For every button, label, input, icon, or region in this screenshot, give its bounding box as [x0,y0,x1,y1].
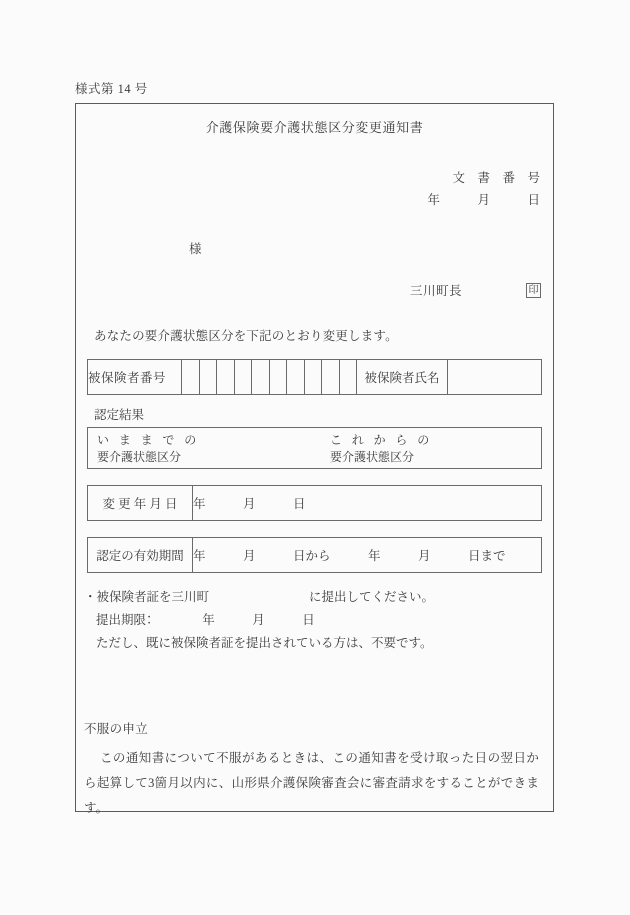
notes-line-2: 提出期限： 年 月 日 [96,613,315,627]
issuer-name: 三川町長 [409,284,462,298]
table-row [88,360,542,395]
appeal-block [76,719,553,821]
result-before [97,432,200,466]
document-title: 介護保険要介護状態区分変更通知書 [205,120,424,135]
appeal-title: 不服の申立 [84,722,149,736]
table-row [88,486,542,521]
result-after [330,432,433,466]
result-before-line1: い ま ま で の [97,433,200,447]
insured-digit-4[interactable] [234,360,252,395]
form-number: 様式第 14 号 [75,82,148,96]
insured-digit-5[interactable] [252,360,270,395]
document-meta [76,167,553,211]
lead-sentence: あなたの要介護状態区分を下記のとおり変更します。 [94,329,398,343]
valid-period-value[interactable]: 年 月 日から 年 月 日まで [193,538,542,573]
insured-table [87,359,542,395]
change-date-label: 変 更 年 月 日 [88,486,193,521]
result-caption: 認定結果 [94,408,145,422]
valid-period-table [87,537,542,573]
insured-digit-1[interactable] [182,360,200,395]
result-before-line2: 要介護状態区分 [97,450,182,464]
document-date-line: 年 月 日 [427,193,540,207]
insured-digit-9[interactable] [322,360,340,395]
insured-name-label: 被保険者氏名 [357,360,448,395]
issuer-line [76,281,553,299]
insured-number-label: 被保険者番号 [88,360,182,395]
insured-table-wrap [76,359,553,395]
valid-period-wrap [76,537,553,573]
document-number-label: 文 書 番 号 [452,171,540,185]
change-date-wrap [76,485,553,521]
seal-stamp-icon: 印 [526,283,541,298]
insured-digit-2[interactable] [199,360,217,395]
notes-block [76,586,553,655]
insured-digit-10[interactable] [339,360,357,395]
appeal-body: この通知書について不服があるときは、この通知書を受け取った日の翌日から起算して3箇月以内に、山形県介護保険審査会に審査請求をすることができます。 [84,751,539,815]
insured-digit-8[interactable] [304,360,322,395]
notes-line-3: ただし、既に被保険者証を提出されている方は、不要です。 [96,636,433,650]
result-after-line2: 要介護状態区分 [330,450,415,464]
valid-period-label: 認定の有効期間 [88,538,193,573]
notification-sheet [75,103,554,815]
notes-line-1: ・被保険者証を三川町 に提出してください。 [84,590,435,604]
change-date-value[interactable]: 年 月 日 [193,486,542,521]
result-after-line1: こ れ か ら の [330,433,433,447]
table-row [88,538,542,573]
result-box [87,427,542,469]
insured-digit-3[interactable] [217,360,235,395]
insured-digit-7[interactable] [287,360,305,395]
change-date-table [87,485,542,521]
insured-digit-6[interactable] [269,360,287,395]
addressee-line: 様 [189,242,202,256]
result-box-wrap [76,427,553,469]
insured-name-value[interactable] [448,360,542,395]
